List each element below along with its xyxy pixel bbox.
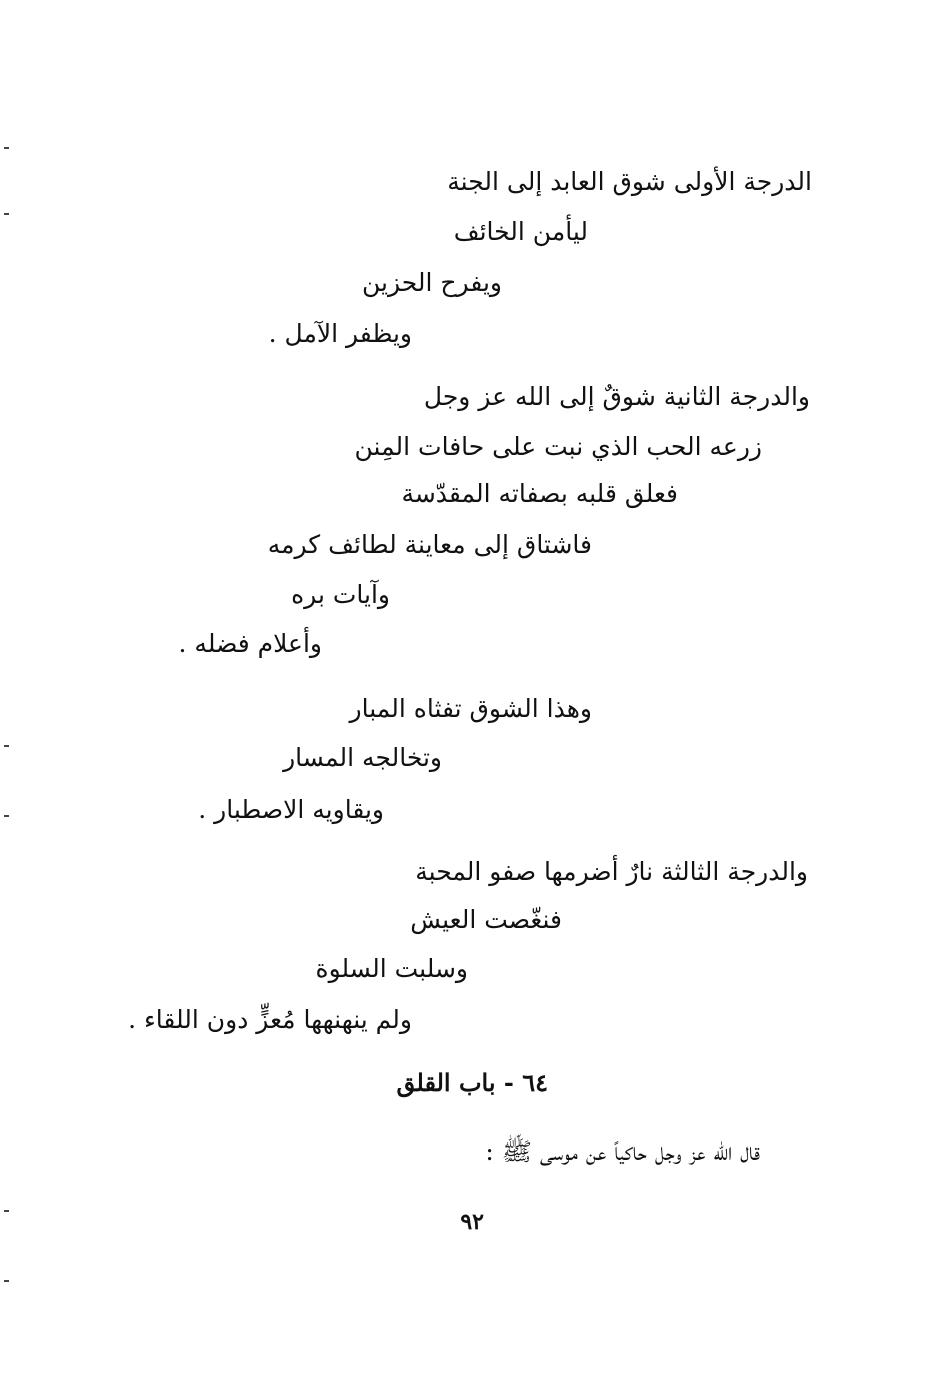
page-number: ٩٢ (460, 1209, 484, 1235)
scan-mark (4, 1210, 9, 1212)
chapter-heading: ٦٤ - باب القلق (396, 1068, 548, 1097)
section1-line-4: ويظفر الآمل . (268, 319, 412, 348)
section1-line-1: الدرجة الأولى شوق العابد إلى الجنة (447, 167, 812, 196)
section3-line-3: ويقاويه الاصطبار . (198, 795, 384, 824)
section3-line-2: وتخالجه المسار (283, 743, 442, 772)
section2-line-6: وأعلام فضله . (178, 629, 322, 658)
scan-mark (4, 147, 9, 149)
section2-line-2: زرعه الحب الذي نبت على حافات المِنن (354, 432, 762, 461)
scan-mark (4, 1280, 9, 1282)
scan-mark (4, 213, 9, 215)
section3-line-1: وهذا الشوق تفثاه المبار (349, 694, 592, 723)
section4-line-4: ولم ينهنهها مُعزٍّ دون اللقاء . (128, 1005, 412, 1034)
section4-line-3: وسلبت السلوة (315, 954, 468, 983)
section2-line-4: فاشتاق إلى معاينة لطائف كرمه (267, 530, 592, 559)
scan-mark (4, 745, 9, 747)
section1-line-3: ويفرح الحزين (361, 268, 502, 297)
scan-mark (4, 815, 9, 817)
section4-line-1: والدرجة الثالثة نارٌ أضرمها صفو المحبة (415, 857, 808, 886)
section1-line-2: ليأمن الخائف (453, 217, 588, 246)
section2-line-5: وآيات بره (291, 580, 390, 609)
quote-line: قال الله عز وجل حاكياً عن موسى ﷺ : (485, 1137, 760, 1166)
section4-line-2: فنغّصت العيش (410, 905, 562, 934)
section2-line-3: فعلق قلبه بصفاته المقدّسة (401, 479, 678, 508)
section2-line-1: والدرجة الثانية شوقٌ إلى الله عز وجل (423, 382, 810, 411)
